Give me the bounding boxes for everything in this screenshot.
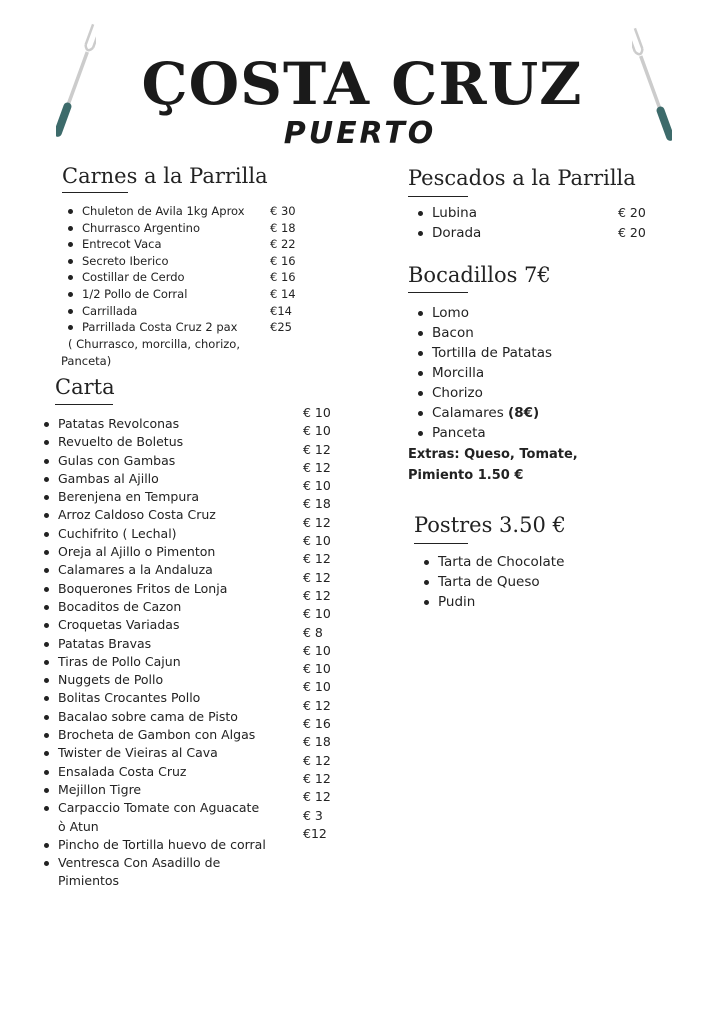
- item-name: Calamares: [432, 405, 504, 421]
- list-item: Twister de Vieiras al Cava: [42, 744, 292, 762]
- item-name: Carrillada: [82, 303, 138, 318]
- item-price: € 12: [303, 514, 331, 530]
- list-item-continuation: [42, 872, 292, 890]
- list-item: [66, 253, 326, 270]
- list-item: Tiras de Pollo Cajun: [42, 653, 292, 671]
- list-item: Ventresca Con Asadillo de: [42, 854, 292, 872]
- list-item-text: ò Atun: [58, 818, 99, 834]
- list-item: Berenjena en Tempura: [42, 488, 292, 506]
- list-item: Bacalao sobre cama de Pisto: [42, 708, 292, 726]
- item-price: € 12: [303, 551, 331, 567]
- list-item: Tortilla de Patatas: [416, 343, 666, 363]
- list-item: Pudin: [422, 592, 672, 612]
- item-price: € 12: [303, 697, 331, 713]
- list-item: Cuchifrito ( Lechal): [42, 525, 292, 543]
- list-item: Nuggets de Pollo: [42, 671, 292, 689]
- item-price: € 12: [303, 789, 331, 805]
- list-item: Panceta: [416, 423, 666, 443]
- list-item: Tarta de Queso: [422, 572, 672, 592]
- list-item: [416, 403, 666, 423]
- list-item: Patatas Bravas: [42, 635, 292, 653]
- list-item: Carpaccio Tomate con Aguacate: [42, 799, 292, 817]
- item-price: € 12: [303, 587, 331, 603]
- list-item: Revuelto de Boletus: [42, 433, 292, 451]
- list-item: Mejillon Tigre: [42, 781, 292, 799]
- item-price: € 10: [303, 606, 331, 622]
- carnes-title: Carnes a la Parrilla: [62, 164, 268, 188]
- list-item-text: Pimientos: [58, 873, 120, 889]
- item-price: € 22: [270, 237, 296, 252]
- item-price: (8€): [508, 405, 540, 421]
- item-name: Parrillada Costa Cruz 2 pax: [82, 320, 238, 335]
- carta-list: [42, 415, 292, 891]
- postres-divider: [414, 543, 468, 544]
- extras-line1: Extras: Queso, Tomate,: [408, 447, 578, 462]
- list-item: [416, 223, 666, 243]
- item-price: € 20: [618, 205, 646, 220]
- list-item: Bocaditos de Cazon: [42, 598, 292, 616]
- item-price: € 18: [303, 734, 331, 750]
- list-item: Ensalada Costa Cruz: [42, 763, 292, 781]
- parrillada-note-line1: ( Churrasco, morcilla, chorizo,: [68, 337, 240, 351]
- item-price: € 10: [303, 405, 331, 420]
- carnes-list: [66, 203, 326, 336]
- item-name: Secreto Iberico: [82, 253, 169, 268]
- carta-title: Carta: [55, 375, 115, 399]
- item-price: € 12: [303, 441, 331, 457]
- list-item: [66, 220, 326, 237]
- parrillada-note-line2: Panceta): [61, 354, 112, 368]
- item-price: € 20: [618, 225, 646, 240]
- list-item: Gambas al Ajillo: [42, 470, 292, 488]
- item-price: € 16: [270, 270, 296, 285]
- list-item: [66, 319, 326, 336]
- list-item: [66, 286, 326, 303]
- item-price: € 10: [303, 533, 331, 549]
- item-price: € 18: [270, 220, 296, 235]
- carta-divider: [55, 404, 113, 405]
- restaurant-name: ÇOSTA CRUZ: [141, 50, 583, 118]
- list-item: [416, 203, 666, 223]
- list-item: Boquerones Fritos de Lonja: [42, 580, 292, 598]
- item-price: € 12: [303, 459, 331, 475]
- list-item: [66, 236, 326, 253]
- item-price: €12: [303, 825, 327, 841]
- list-item: Lomo: [416, 303, 666, 323]
- list-item: Bacon: [416, 323, 666, 343]
- postres-title: Postres 3.50 €: [414, 513, 566, 537]
- item-name: Dorada: [432, 225, 482, 241]
- restaurant-subtitle: PUERTO: [283, 116, 437, 151]
- list-item: Brocheta de Gambon con Algas: [42, 726, 292, 744]
- item-price: € 10: [303, 423, 331, 439]
- list-item: Tarta de Chocolate: [422, 552, 672, 572]
- item-price: € 10: [303, 661, 331, 677]
- item-name: Chuleton de Avila 1kg Aprox: [82, 204, 245, 218]
- list-item: Croquetas Variadas: [42, 616, 292, 634]
- bocadillos-divider: [408, 292, 468, 293]
- list-item: Oreja al Ajillo o Pimenton: [42, 543, 292, 561]
- item-name: Entrecot Vaca: [82, 237, 162, 252]
- item-price: € 10: [303, 478, 331, 494]
- bocadillos-list: [416, 303, 666, 443]
- list-item: Morcilla: [416, 363, 666, 383]
- list-item: Chorizo: [416, 383, 666, 403]
- item-name: Churrasco Argentino: [82, 220, 200, 235]
- item-name: Costillar de Cerdo: [82, 270, 185, 285]
- carta-prices: [303, 404, 331, 843]
- list-item: Calamares a la Andaluza: [42, 561, 292, 579]
- bocadillos-title: Bocadillos 7€: [408, 263, 551, 287]
- list-item: [66, 203, 326, 220]
- item-price: € 3: [303, 807, 323, 823]
- list-item: Arroz Caldoso Costa Cruz: [42, 506, 292, 524]
- item-price: € 12: [303, 569, 331, 585]
- item-price: € 14: [270, 286, 296, 301]
- list-item: [66, 303, 326, 320]
- item-price: € 8: [303, 624, 323, 640]
- list-item: [66, 269, 326, 286]
- item-price: € 12: [303, 752, 331, 768]
- list-item: Pincho de Tortilla huevo de corral: [42, 836, 292, 854]
- item-price: € 16: [303, 716, 331, 732]
- carnes-divider: [62, 192, 128, 193]
- list-item: Bolitas Crocantes Pollo: [42, 689, 292, 707]
- list-item-continuation: [42, 818, 292, 836]
- item-name: 1/2 Pollo de Corral: [82, 286, 188, 301]
- extras-line2: Pimiento 1.50 €: [408, 468, 524, 483]
- item-price: € 12: [303, 770, 331, 786]
- item-price: € 16: [270, 253, 296, 268]
- item-name: Lubina: [432, 205, 477, 221]
- item-price: € 10: [303, 679, 331, 695]
- list-item: Patatas Revolconas: [42, 415, 292, 433]
- pescados-divider: [408, 196, 468, 197]
- item-price: € 30: [270, 204, 296, 218]
- pescados-title: Pescados a la Parrilla: [408, 166, 636, 190]
- item-price: € 18: [303, 496, 331, 512]
- pescados-list: [416, 203, 666, 243]
- item-price: €14: [270, 303, 292, 318]
- list-item: Gulas con Gambas: [42, 452, 292, 470]
- postres-list: [422, 552, 672, 612]
- item-price: €25: [270, 320, 292, 335]
- item-price: € 10: [303, 642, 331, 658]
